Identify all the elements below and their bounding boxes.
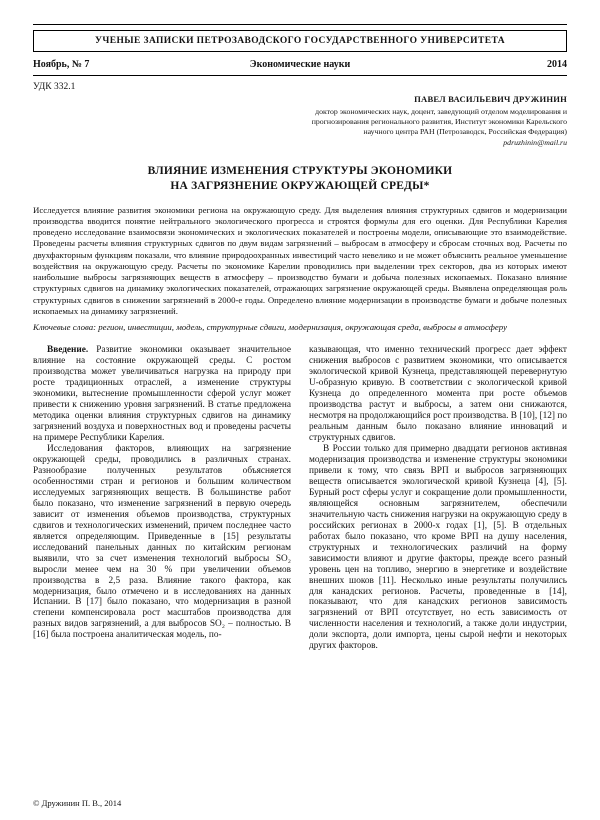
journal-title-box (33, 30, 567, 52)
paragraph-kuznets-curve: казывающая, что именно технический прогресс дает эффект снижения выбросов с развитием экономики, что описывается экологической кривой Кузнеца, представляющей перевернутую U-образную кривую. В соответствии с экологической кривой Кузнеца до определенного момента при росте объемов производства растут и выбросы, а затем они снижаются, несмотря на продолжающийся рост производства. В [10], [12] по реальным данным было показано влияние инноваций и структурных сдвигов. (309, 345, 567, 443)
paragraph-literature-review: Исследования факторов, влияющих на загрязнение окружающей среды, проводились в различных странах. Разнообразие полученных результатов объясняется особенностями стран и регионов и большим количеством исследуемых загрязняющих веществ. В большинстве работ было показано, что изменение загрязнений в первую очередь зависит от изменения объемов производства, структурных сдвигов и технологических изменений, причем последнее часто является определяющим. Приведенные в [15] результаты исследований панельных данных по китайским регионам выявили, что за счет изменения технологий выбросы SO₂ выросли менее чем на 30 % при увеличении объемов производства в 2,5 раза. Влияние такого фактора, как модернизация, было отмечено и в исследованиях на данных Испании. В [17] было показано, что модернизация в разной степени компенсировала рост масштабов производства для разных видов загрязнений, а для выбросов SO₂ – полностью. В [16] была построена аналитическая модель, по- (33, 443, 291, 641)
abstract-text: Исследуется влияние развития экономики региона на окружающую среду. Для выделения влияния структурных сдвигов и модернизации производства вводится понятие нейтрального экологического прогресса и строятся формулы для его оценки. Для Республики Карелия проведено исследование взаимосвязи экономических и экологических показателей и построены модели, описывающие это взаимодействие. Проведены расчеты влияния структурных сдвигов по двум видам загрязнений – выбросам в атмосферу и сбросам сточных вод. Расчеты по двухфакторным функциям показали, что влияние природоохранных инвестиций часто невелико и не может объяснить реальное уменьшение воздействия на окружающую среду. Расчеты по экономике Карелии проводились при выделении трех секторов, два из которых имеют наибольшие выбросы загрязняющих веществ в атмосферу – производство бумаги и добыча полезных ископаемых. Показано влияние структурных сдвигов на динамику экологических показателей, отражающих загрязнение окружающей среды. Выявлена определяющая роль структурных сдвигов в снижении загрязнений в 2000-е годы. Определено влияние модернизации в производстве бумаги и добыче полезных ископаемых на динамику загрязнений. (33, 204, 567, 316)
article-title-line1: ВЛИЯНИЕ ИЗМЕНЕНИЯ СТРУКТУРЫ ЭКОНОМИКИ (147, 164, 453, 177)
issue-row (33, 52, 567, 76)
paragraph-russian-regions: В России только для примерно двадцати регионов активная модернизация производства и изменение структуры экономики привели к тому, что связь ВРП и выбросов загрязняющих веществ описывается экологической кривой Кузнеца [4], [5]. Бурный рост сферы услуг и сокращение доли промышленности, являющейся основным загрязнителем, обеспечили значительную часть снижения нагрузки на окружающую среду в российских регионах в 2000-х годах [1], [5]. В отдельных работах было показано, что кроме ВРП на душу населения, структурных и технологических различий на форму зависимости влияют и другие факторы, прежде всего разный уровень цен на топливо, энергию в энергетике и воздействие внешних шоков [11]. Несколько иные результаты получились для канадских регионов. Расчеты, проведенные в [14], показывают, что для канадских регионов зависимость загрязнений от ВРП отсутствует, но есть зависимость от численности населения и технологий, а также доли индустрии, доли экспорта, доли импорта, цены сырой нефти и некоторых других факторов. (309, 443, 567, 652)
paragraph-introduction (33, 345, 291, 444)
introduction-text: Развитие экономики оказывает значительное влияние на состояние окружающей среды. С ростом производства может увеличиваться нагрузка на природу при росте традиционных отраслей, а изменение структуры экономики, вытеснение промышленности сферой услуг может привести к снижению уровня загрязнений. В статье предложена методика оценки влияния структурных сдвигов на динамику загрязнений воздуха и поверхностных вод и проведены расчеты на примере Республики Карелия. (33, 345, 291, 443)
article-title (33, 164, 567, 195)
copyright-note: © Дружинин П. В., 2014 (33, 798, 122, 808)
article-title-line2: НА ЗАГРЯЗНЕНИЕ ОКРУЖАЮЩЕЙ СРЕДЫ* (170, 180, 430, 193)
introduction-heading: Введение. (47, 345, 89, 356)
section-name: Экономические науки (249, 59, 351, 70)
author-name: ПАВЕЛ ВАСИЛЬЕВИЧ ДРУЖИНИН (414, 94, 567, 104)
udc-code: УДК 332.1 (33, 82, 76, 92)
right-column (309, 345, 567, 652)
author-affiliation: доктор экономических наук, доцент, заведующий отделом моделирования и прогнозирования регионального развития, Институт экономики Карельского научного центра РАН (Петрозаводск, Российская Федерация) (311, 107, 567, 137)
author-block (299, 94, 567, 148)
body-columns (33, 345, 567, 652)
top-rule (33, 24, 567, 25)
journal-title: УЧЕНЫЕ ЗАПИСКИ ПЕТРОЗАВОДСКОГО ГОСУДАРСТВЕННОГО УНИВЕРСИТЕТА (95, 36, 505, 46)
left-column (33, 345, 291, 652)
author-email: pdruzhinin@mail.ru (503, 137, 567, 147)
keywords-line: Ключевые слова: регион, инвестиции, модель, структурные сдвиги, модернизация, окружающая среда, выбросы в атмосферу (33, 322, 507, 333)
issue-year: 2014 (547, 59, 567, 70)
issue-date: Ноябрь, № 7 (33, 59, 90, 70)
